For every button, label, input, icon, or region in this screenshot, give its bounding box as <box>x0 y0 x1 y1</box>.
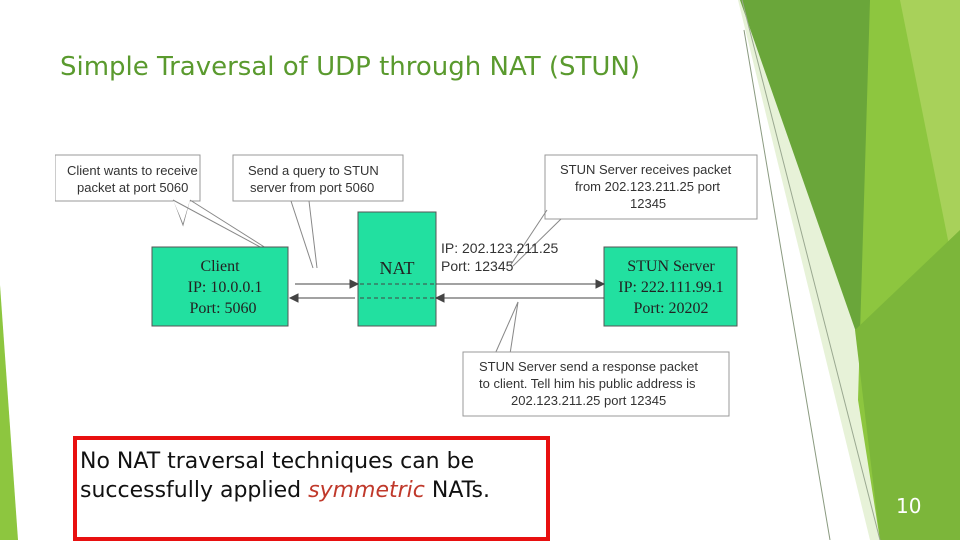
callout-server-response-line2: to client. Tell him his public address is <box>479 376 696 391</box>
callout-server-response-line3: 202.123.211.25 port 12345 <box>511 393 667 408</box>
stun-server-port: Port: 20202 <box>633 300 709 317</box>
note-text-before: No NAT traversal techniques can be successfully applied <box>80 449 475 503</box>
stun-server-name: STUN Server <box>627 258 715 275</box>
callout-server-response-line1: STUN Server send a response packet <box>479 359 698 374</box>
callout-server-receives-line2: from 202.123.211.25 port <box>575 179 721 194</box>
callout-send-query-line1: Send a query to STUN <box>248 163 379 178</box>
client-name: Client <box>200 258 240 275</box>
stun-diagram <box>55 150 765 422</box>
note-text <box>80 447 540 505</box>
client-ip: IP: 10.0.0.1 <box>187 279 263 296</box>
slide-title: Simple Traversal of UDP through NAT (STUN) <box>60 52 641 82</box>
stun-server-ip: IP: 222.111.99.1 <box>618 279 724 296</box>
note-text-after: NATs. <box>424 478 490 503</box>
callout-client-wants <box>55 155 200 225</box>
callout-send-query-line2: server from port 5060 <box>250 180 375 195</box>
note-emphasis: symmetric <box>308 478 425 503</box>
arrows <box>290 280 604 302</box>
nat-ip: IP: 202.123.211.25 <box>441 240 559 256</box>
callout-server-receives-line1: STUN Server receives packet <box>560 162 732 177</box>
nat-port: Port: 12345 <box>441 258 514 274</box>
page-number: 10 <box>896 494 922 518</box>
nat-name: NAT <box>379 258 415 278</box>
stun-server-box <box>604 247 737 326</box>
client-port: Port: 5060 <box>189 300 257 317</box>
nat-box <box>358 212 436 326</box>
callout-client-wants-line2: packet at port 5060 <box>77 180 189 195</box>
callout-server-receives-line3: 12345 <box>630 196 667 211</box>
client-box <box>152 247 288 326</box>
callout-client-wants-line1: Client wants to receive <box>67 163 198 178</box>
